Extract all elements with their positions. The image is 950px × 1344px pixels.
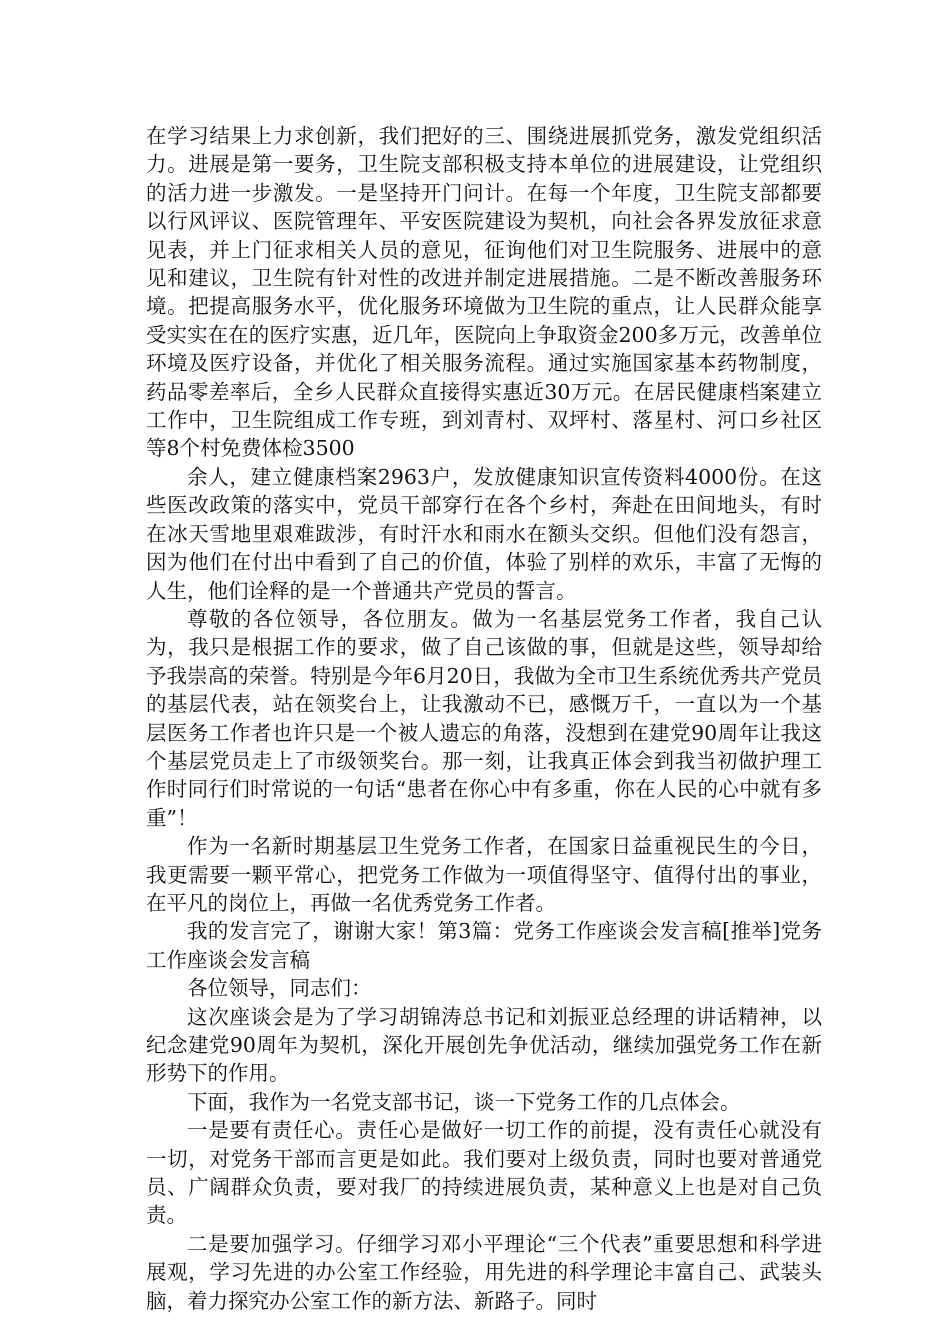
document-body xyxy=(146,122,822,1315)
paragraph: 我的发言完了，谢谢大家！第3篇：党务工作座谈会发言稿[推举]党务工作座谈会发言稿 xyxy=(146,919,822,972)
paragraph: 余人，建立健康档案2963户，发放健康知识宣传资料4000份。在这些医改政策的落实中，党员干部穿行在各个乡村，奔赴在田间地头，有时在冰天雪地里艰难跋涉，有时汗水和雨水在额头交织。但他们没有怨言，因为他们在付出中看到了自己的价值，体验了别样的欢乐，丰富了无悔的人生，他们诠释的是一个普通共产党员的誓言。 xyxy=(146,464,822,603)
paragraph: 在学习结果上力求创新，我们把好的三、围绕进展抓党务，激发党组织活力。进展是第一要务，卫生院支部积极支持本单位的进展建设，让党组织的活力进一步激发。一是坚持开门问计。在每一个年度，卫生院支部都要以行风评议、医院管理年、平安医院建设为契机，向社会各界发放征求意见表，并上门征求相关人员的意见，征询他们对卫生院服务、进展中的意见和建议，卫生院有针对性的改进并制定进展措施。二是不断改善服务环境。把提高服务水平，优化服务环境做为卫生院的重点，让人民群众能享受实实在在的医疗实惠，近几年，医院向上争取资金200多万元，改善单位环境及医疗设备，并优化了相关服务流程。通过实施国家基本药物制度，药品零差率后，全乡人民群众直接得实惠近30万元。在居民健康档案建立工作中，卫生院组成工作专班，到刘青村、双坪村、落星村、河口乡社区等8个村免费体检3500 xyxy=(146,124,822,461)
paragraph: 这次座谈会是为了学习胡锦涛总书记和刘振亚总经理的讲话精神，以纪念建党90周年为契机，深化开展创先争优活动，继续加强党务工作在新形势下的作用。 xyxy=(146,1004,822,1086)
paragraph: 一是要有责任心。责任心是做好一切工作的前提，没有责任心就没有一切，对党务干部而言更是如此。我们要对上级负责，同时也要对普通党员、广阔群众负责，要对我厂的持续进展负责，某种意义上也是对自己负责。 xyxy=(146,1118,822,1228)
paragraph: 下面，我作为一名党支部书记，谈一下党务工作的几点体会。 xyxy=(187,1089,741,1114)
paragraph: 二是要加强学习。仔细学习邓小平理论“三个代表”重要思想和科学进展观，学习先进的办公室工作经验，用先进的科学理论丰富自己、武装头脑，着力探究办公室工作的新方法、新路子。同时 xyxy=(146,1231,822,1313)
paragraph: 尊敬的各位领导，各位朋友。做为一名基层党务工作者，我自己认为，我只是根据工作的要求，做了自己该做的事，但就是这些，领导却给予我崇高的荣誉。特别是今年6月20日，我做为全市卫生系统优秀共产党员的基层代表，站在领奖台上，让我激动不已，感慨万千，一直以为一个基层医务工作者也许只是一个被人遗忘的角落，没想到在建党90周年让我这个基层党员走上了市级领奖台。那一刻，让我真正体会到我当初做护理工作时同行们时常说的一句话“患者在你心中有多重，你在人民的心中就有多重”！ xyxy=(146,606,822,830)
paragraph: 各位领导，同志们： xyxy=(187,976,372,1001)
paragraph: 作为一名新时期基层卫生党务工作者，在国家日益重视民生的今日，我更需要一颗平常心，把党务工作做为一项值得坚守、值得付出的事业，在平凡的岗位上，再做一名优秀党务工作者。 xyxy=(146,834,822,915)
